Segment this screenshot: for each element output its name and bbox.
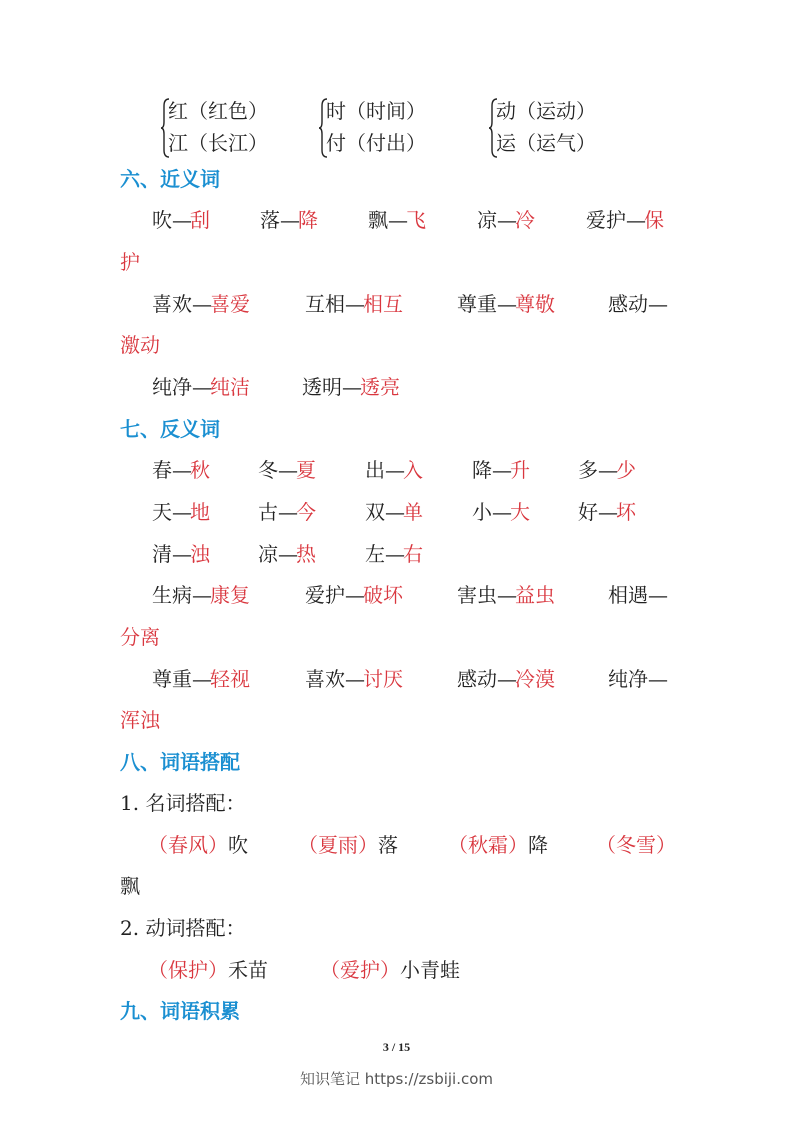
section-heading-synonyms: 六、近义词 [120, 167, 220, 191]
collocation-label: 2. 动词搭配： [120, 916, 246, 940]
word-pair: 害虫—益虫 [457, 583, 555, 607]
page-number: 3 / 15 [382, 1040, 411, 1054]
homophone-item: 动（运动） [496, 99, 596, 123]
antonym-line-4-wrap: 分离 [120, 625, 160, 649]
section-heading-accumulation: 九、词语积累 [120, 999, 240, 1023]
word-pair: 爱护—保 [586, 208, 664, 232]
word-pair: 左—右 [365, 542, 423, 566]
word-pair: 出—入 [365, 458, 423, 482]
word-pair: 透明—透亮 [302, 375, 400, 399]
word-pair: 双—单 [365, 500, 423, 524]
antonym-line-2 [0, 497, 793, 527]
collocation-pair: （夏雨）落 [298, 833, 398, 857]
word-pair: 好—坏 [578, 500, 636, 524]
collocation-verb-label-line [0, 913, 793, 943]
collocation-pair: （秋霜）降 [448, 833, 548, 857]
word-pair: 爱护—破坏 [305, 583, 403, 607]
homophone-item: 时（时间） [326, 99, 426, 123]
collocation-pair: （爱护）小青蛙 [320, 958, 460, 982]
collocation-pair: （春风）吹 [148, 833, 248, 857]
word-pair: 清—浊 [152, 542, 210, 566]
antonym-line-4 [0, 580, 793, 610]
collocation-pair: （冬雪） [596, 833, 676, 857]
synonym-line-1-wrap: 护 [120, 250, 140, 274]
word-pair: 尊重—尊敬 [457, 292, 555, 316]
word-pair: 天—地 [152, 500, 210, 524]
word-pair: 相遇— [608, 583, 666, 607]
synonym-line-3 [0, 372, 793, 402]
word-pair: 喜欢—讨厌 [305, 667, 403, 691]
synonym-line-2 [0, 289, 793, 319]
word-pair: 飘—飞 [368, 208, 426, 232]
word-pair: 小—大 [472, 500, 530, 524]
homophone-item: 运（运气） [496, 131, 596, 155]
collocation-noun-label-line [0, 788, 793, 818]
collocation-label: 1. 名词搭配： [120, 791, 246, 815]
site-watermark: 知识笔记 https://zsbiji.com [299, 1070, 494, 1088]
word-pair: 凉—热 [258, 542, 316, 566]
synonym-line-2-wrap: 激动 [120, 333, 160, 357]
word-pair: 凉—冷 [477, 208, 535, 232]
word-pair: 落—降 [260, 208, 318, 232]
word-pair: 吹—刮 [152, 208, 210, 232]
word-pair: 春—秋 [152, 458, 210, 482]
homophone-item: 江（长江） [168, 131, 268, 155]
antonym-line-1 [0, 455, 793, 485]
homophone-item: 付（付出） [326, 131, 426, 155]
antonym-line-5 [0, 664, 793, 694]
collocation-verb-line [0, 955, 793, 985]
section-heading-antonyms: 七、反义词 [120, 417, 220, 441]
collocation-noun-line [0, 830, 793, 860]
antonym-line-3 [0, 539, 793, 569]
word-pair: 纯净—纯洁 [152, 375, 250, 399]
word-pair: 尊重—轻视 [152, 667, 250, 691]
word-pair: 喜欢—喜爱 [152, 292, 250, 316]
antonym-line-5-wrap: 浑浊 [120, 708, 160, 732]
word-pair: 降—升 [472, 458, 530, 482]
synonym-line-1 [0, 205, 793, 235]
word-pair: 互相—相互 [305, 292, 403, 316]
word-pair: 冬—夏 [258, 458, 316, 482]
word-pair: 纯净— [608, 667, 666, 691]
word-pair: 多—少 [578, 458, 636, 482]
section-heading-collocation: 八、词语搭配 [120, 750, 240, 774]
word-pair: 感动—冷漠 [457, 667, 555, 691]
collocation-pair: （保护）禾苗 [148, 958, 268, 982]
word-pair: 古—今 [258, 500, 316, 524]
word-pair: 感动— [608, 292, 666, 316]
collocation-noun-wrap: 飘 [120, 874, 140, 898]
word-pair: 生病—康复 [152, 583, 250, 607]
homophone-item: 红（红色） [168, 99, 268, 123]
